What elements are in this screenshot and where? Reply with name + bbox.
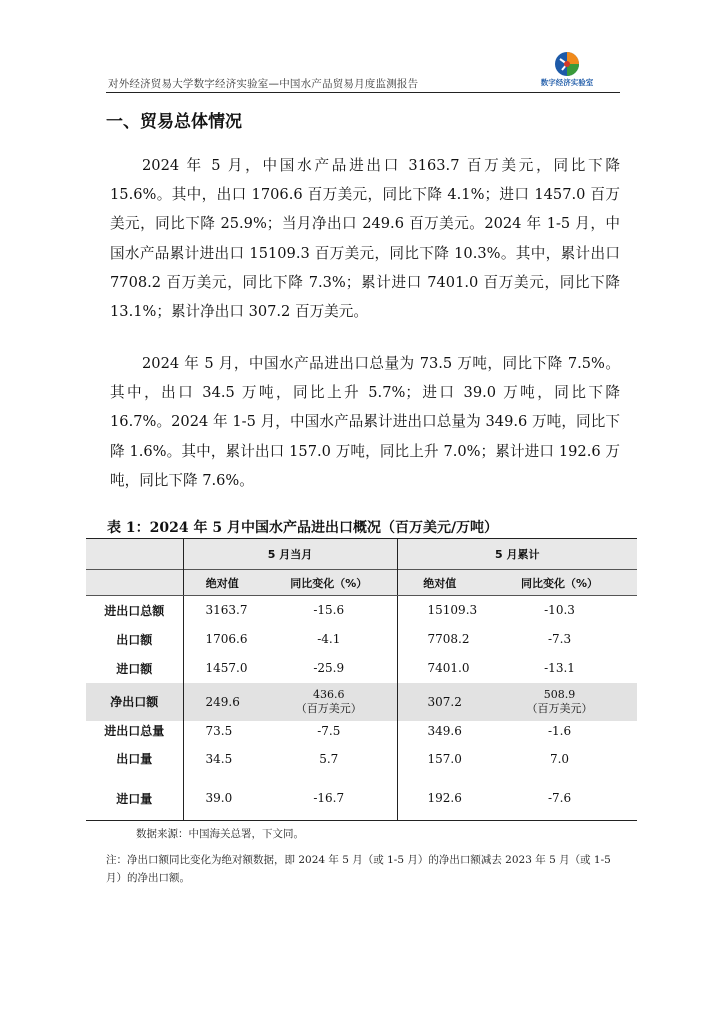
cell-month-abs: 1457.0 <box>183 654 261 683</box>
cell-month-chg: -4.1 <box>317 632 341 646</box>
column-header-cum-chg: 同比变化（%） <box>482 570 637 596</box>
column-header-month-chg: 同比变化（%） <box>261 570 397 596</box>
cell-cum-chg <box>482 683 637 721</box>
cell-month-abs: 73.5 <box>183 721 261 741</box>
paragraph-volume-summary <box>110 349 620 495</box>
paragraph-value-text: 2024 年 5 月，中国水产品进出口 3163.7 百万美元，同比下降 15.6%。其中，出口 1706.6 百万美元，同比下降 4.1%；进口 1457.0 百万美元，同比下降 25.9%；当月净出口 249.6 百万美元。2024 年 1-5 月，中国水产品累计进出口 15109.3 百万美元，同比下降 10.3%。其中，累计出口 7708.2 百万美元，同比下降 7.3%；累计进口 7401.0 百万美元，同比下降 13.1%；累计净出口 307.2 百万美元。 <box>110 157 620 321</box>
row-label: 进出口总量 <box>104 724 165 738</box>
table-row-highlighted <box>86 683 637 721</box>
cell-month-abs: 3163.7 <box>183 596 261 625</box>
cell-cum-chg: -1.6 <box>547 723 572 738</box>
table-corner-cell <box>86 539 183 570</box>
table-row <box>86 596 637 625</box>
cell-month-chg-unit: （百万美元） <box>295 701 362 715</box>
table-corner-cell <box>86 570 183 596</box>
cell-month-chg: -7.5 <box>317 723 341 738</box>
cell-month-chg: -15.6 <box>313 603 345 618</box>
group-header-month: 5 月当月 <box>183 539 397 570</box>
report-header-text: 对外经济贸易大学数字经济实验室—中国水产品贸易月度监测报告 <box>108 78 419 90</box>
cell-month-chg: -25.9 <box>313 661 345 675</box>
cell-cum-chg: -13.1 <box>544 661 575 675</box>
column-header-month-abs: 绝对值 <box>183 570 261 596</box>
group-header-cumulative: 5 月累计 <box>397 539 637 570</box>
cell-cum-abs: 307.2 <box>397 683 482 721</box>
table-row <box>86 625 637 654</box>
cell-month-chg-value: 436.6 <box>313 687 345 701</box>
cell-month-chg <box>261 683 397 721</box>
cell-cum-chg-unit: （百万美元） <box>526 701 593 715</box>
row-label: 进出口总额 <box>104 603 165 618</box>
cell-month-abs: 34.5 <box>183 741 261 777</box>
lab-logo <box>527 50 607 90</box>
row-label: 出口额 <box>116 632 153 647</box>
paragraph-volume-text: 2024 年 5 月，中国水产品进出口总量为 73.5 万吨，同比下降 7.5%。其中，出口 34.5 万吨，同比上升 5.7%；进口 39.0 万吨，同比下降 16.7%。2024 年 1-5 月，中国水产品累计进出口总量为 349.6 万吨，同比下降 1.6%。其中，累计出口 157.0 万吨，同比上升 7.0%；累计进口 192.6 万吨，同比下降 7.6%。 <box>110 355 620 489</box>
cell-cum-abs: 7708.2 <box>397 625 482 654</box>
section-title: 一、贸易总体情况 <box>106 112 242 132</box>
table-footnote: 注：净出口额同比变化为绝对额数据，即 2024 年 5 月（或 1-5 月）的净出口额减去 2023 年 5 月（或 1-5 月）的净出口额。 <box>106 854 611 884</box>
column-header-cum-abs: 绝对值 <box>397 570 482 596</box>
table-group-header-row <box>86 539 637 570</box>
row-label: 出口量 <box>116 752 153 766</box>
logo-caption: 数字经济实验室 <box>540 78 594 87</box>
table-row <box>86 777 637 821</box>
table-row <box>86 721 637 741</box>
table-caption: 表 1：2024 年 5 月中国水产品进出口概况（百万美元/万吨） <box>107 520 499 536</box>
cell-cum-abs: 7401.0 <box>397 654 482 683</box>
cell-cum-abs: 349.6 <box>397 721 482 741</box>
cell-month-abs: 249.6 <box>183 683 261 721</box>
cell-month-chg: 5.7 <box>319 751 339 766</box>
cell-cum-abs: 157.0 <box>397 741 482 777</box>
cell-cum-abs: 15109.3 <box>397 596 482 625</box>
row-label: 进口额 <box>116 661 153 676</box>
trade-overview-table <box>86 538 637 821</box>
cell-month-abs: 39.0 <box>183 777 261 821</box>
globe-logo-icon <box>552 50 582 78</box>
cell-cum-chg: -10.3 <box>544 603 575 618</box>
cell-month-abs: 1706.6 <box>183 625 261 654</box>
row-label: 进口量 <box>86 777 183 821</box>
cell-cum-chg: -7.3 <box>547 632 572 646</box>
cell-month-chg: -16.7 <box>261 777 397 821</box>
cell-cum-chg: -7.6 <box>482 777 637 821</box>
paragraph-value-summary <box>110 151 620 326</box>
table-row <box>86 741 637 777</box>
cell-cum-chg-value: 508.9 <box>543 687 576 701</box>
cell-cum-chg: 7.0 <box>549 751 570 766</box>
data-source-note: 数据来源：中国海关总署，下文同。 <box>136 828 304 840</box>
cell-cum-abs: 192.6 <box>397 777 482 821</box>
table-sub-header-row <box>86 570 637 596</box>
row-label: 净出口额 <box>86 683 183 721</box>
table-row <box>86 654 637 683</box>
header-divider <box>106 92 620 93</box>
